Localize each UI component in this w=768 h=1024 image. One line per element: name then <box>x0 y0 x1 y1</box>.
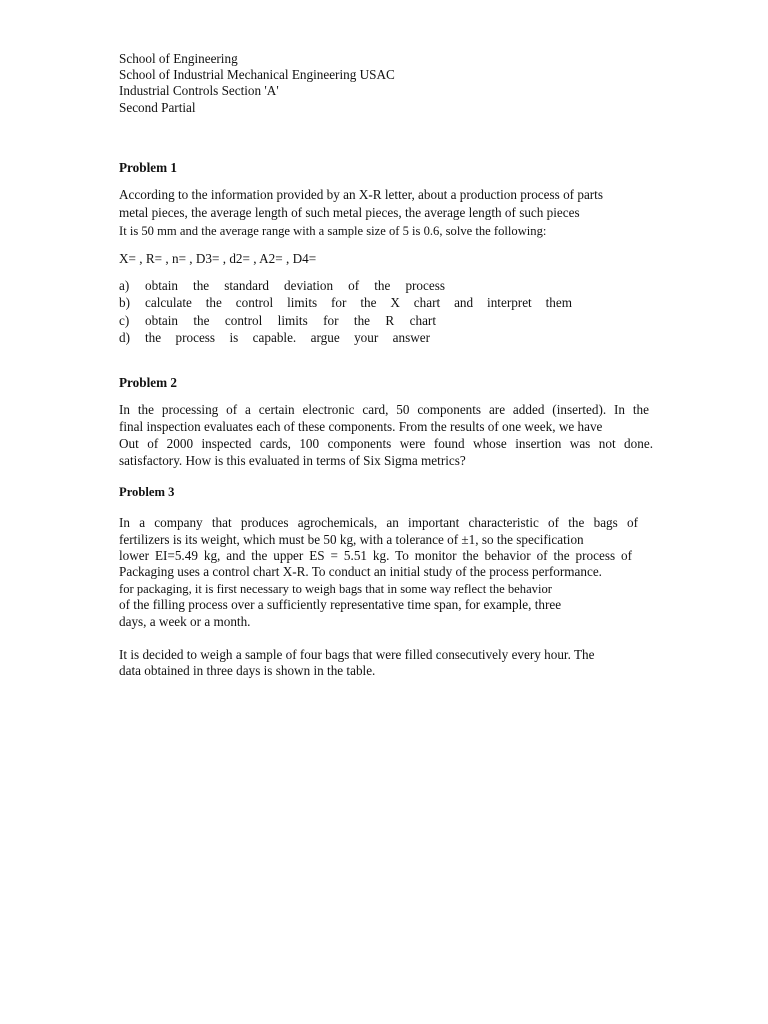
problem-3-para-line: fertilizers is its weight, which must be 50 kg, with a tolerance of ±1, so the specification <box>119 532 584 547</box>
problem-2-para-line: In the processing of a certain electronic card, 50 components are added (inserted). In the <box>119 402 649 417</box>
item-label: a) <box>119 278 130 293</box>
problem-2-para-line: final inspection evaluates each of these components. From the results of one week, we have <box>119 419 603 434</box>
problem-3-para-line: Packaging uses a control chart X-R. To conduct an initial study of the process performance. <box>119 564 602 579</box>
problem-3-para-line: days, a week or a month. <box>119 614 251 629</box>
item-text: calculate the control limits for the X chart and interpret them <box>145 295 572 310</box>
problem-3-title: Problem 3 <box>119 485 175 499</box>
item-text: obtain the standard deviation of the process <box>145 278 445 293</box>
problem-3-para-line: of the filling process over a sufficiently representative time span, for example, three <box>119 597 562 612</box>
problem-1-item <box>119 278 445 294</box>
problem-1-formula: X= , R= , n= , D3= , d2= , A2= , D4= <box>119 251 317 266</box>
item-label: c) <box>119 313 130 328</box>
problem-3-para-line: for packaging, it is first necessary to weigh bags that in some way reflect the behavior <box>119 582 552 596</box>
problem-1-title: Problem 1 <box>119 160 177 175</box>
item-label: d) <box>119 330 130 345</box>
problem-2-title: Problem 2 <box>119 375 177 390</box>
problem-3-para-line: lower EI=5.49 kg, and the upper ES = 5.51 kg. To monitor the behavior of the process of <box>119 548 632 563</box>
problem-1-item <box>119 295 572 311</box>
header-line-course: Industrial Controls Section 'A' <box>119 83 279 98</box>
problem-3-para-line: data obtained in three days is shown in the table. <box>119 663 376 678</box>
problem-1-para-line: According to the information provided by an X-R letter, about a production process of parts <box>119 187 603 202</box>
problem-2-para-line: satisfactory. How is this evaluated in terms of Six Sigma metrics? <box>119 453 466 468</box>
problem-3-para-line: It is decided to weigh a sample of four bags that were filled consecutively every hour. The <box>119 647 595 662</box>
header-line-school: School of Engineering <box>119 51 238 66</box>
header-line-department: School of Industrial Mechanical Engineering USAC <box>119 67 395 82</box>
problem-1-para-line: metal pieces, the average length of such metal pieces, the average length of such pieces <box>119 205 580 220</box>
header-line-exam: Second Partial <box>119 100 196 115</box>
problem-1-item <box>119 330 430 346</box>
problem-2-para-line: Out of 2000 inspected cards, 100 components were found whose insertion was not done. <box>119 436 653 451</box>
problem-1-para-line: It is 50 mm and the average range with a sample size of 5 is 0.6, solve the following: <box>119 224 547 238</box>
problem-1-item <box>119 313 436 329</box>
problem-3-para-line: In a company that produces agrochemicals, an important characteristic of the bags of <box>119 515 638 530</box>
item-text: obtain the control limits for the R chart <box>145 313 436 328</box>
item-label: b) <box>119 295 130 310</box>
item-text: the process is capable. argue your answer <box>145 330 430 345</box>
